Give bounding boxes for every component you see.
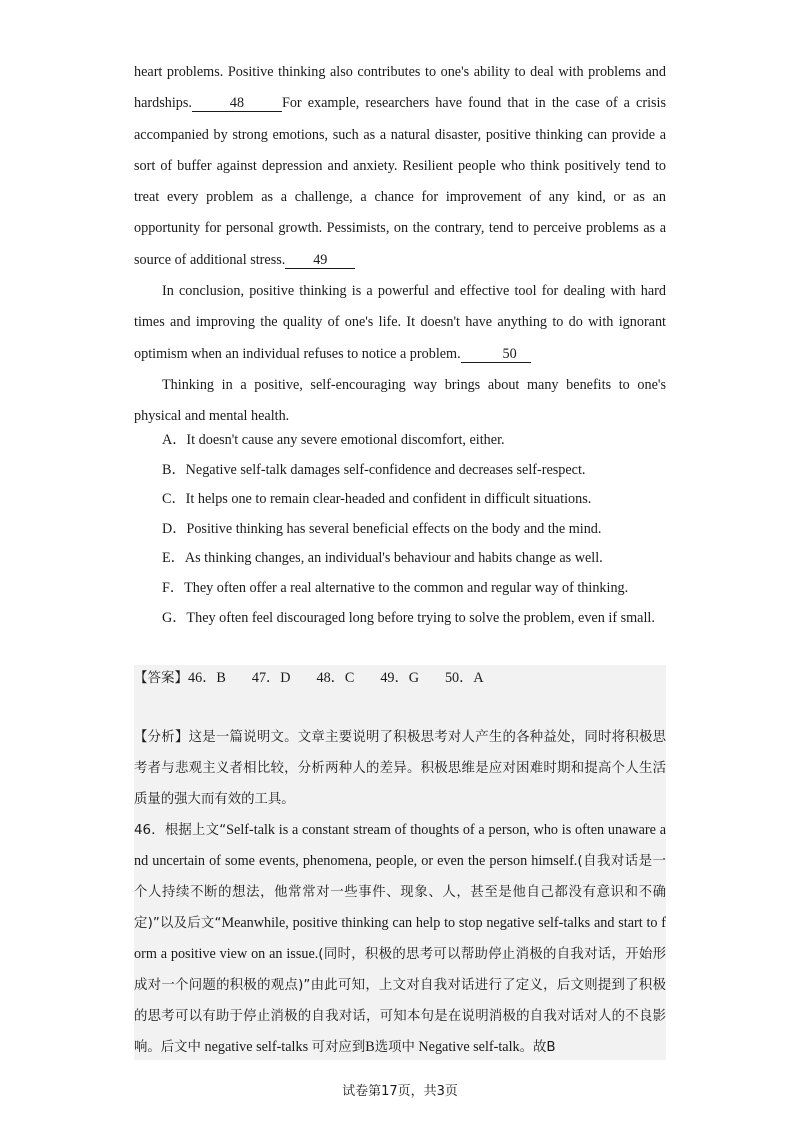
blank-49: 49 <box>285 252 355 269</box>
option-b: B．Negative self-talk damages self-confidence and decreases self-respect. <box>162 461 586 478</box>
option-e: E．As thinking changes, an individual's behaviour and habits change as well. <box>162 550 603 567</box>
answer-48: 48．C <box>316 670 355 686</box>
option-d: D．Positive thinking has several beneficial effects on the body and the mind. <box>162 520 602 537</box>
reading-passage <box>134 57 666 433</box>
option-f: F．They often offer a real alternative to the common and regular way of thinking. <box>162 579 629 596</box>
blank-48: 48 <box>192 95 282 112</box>
passage-paragraph-3: Thinking in a positive, self-encouraging way brings about many benefits to one's physical and mental health. <box>134 376 666 425</box>
option-list <box>162 426 682 633</box>
answer-47: 47．D <box>251 670 291 686</box>
option-g: G．They often feel discouraged long before trying to solve the problem, even if small. <box>162 609 655 626</box>
analysis-summary: 【分析】这是一篇说明文。文章主要说明了积极思考对人产生的各种益处，同时将积极思考者与悲观主义者相比较，分析两种人的差异。积极思维是应对困难时期和提高个人生活质量的强大而有效的工具。 <box>134 730 667 807</box>
answer-label: 【答案】 <box>134 670 188 686</box>
passage-paragraph-1: heart problems. Positive thinking also contributes to one's ability to deal with problems and hardships. 48 For example, researchers have found that in the case of a crisis accompanied by strong emotions, such as a natural disaster, positive thinking can provide a sort of buffer against depression and anxiety. Resilient people who think positively tend to treat every problem as a challenge, a chance for improvement of any kind, or as an opportunity for personal growth. Pessimists, on the contrary, tend to perceive problems as a source of additional stress. 49 <box>134 64 666 268</box>
analysis-label: 【分析】 <box>134 730 189 745</box>
answer-49: 49．G <box>380 670 419 686</box>
answer-46: 46．B <box>188 670 226 686</box>
page-footer: 试卷第17页，共3页 <box>342 1084 458 1099</box>
passage-paragraph-2: In conclusion, positive thinking is a powerful and effective tool for dealing with hard times and improving the quality of one's life. It doesn't have anything to do with ignorant optimism when an individual refuses to notice a problem. 50 <box>134 283 666 362</box>
option-a: A．It doesn't cause any severe emotional discomfort, either. <box>162 432 505 448</box>
analysis-question-46: 46．根据上文“Self-talk is a constant stream of thoughts of a person, who is often unaware and uncertain of some events, phenomena, people, or even the person himself.(自我对话是一个人持续不断的想法，他常常对一些事件、现象、人，甚至是他自己都没有意识和不确定)”以及后文“Meanwhile, positive thinking can help to stop negative self-talks and start to form a positive view on an issue.(同时，积极的思考可以帮助停止消极的自我对话，开始形成对一个问题的积极的观点)”由此可知，上文对自我对话进行了定义，后文则提到了积极的思考可以有助于停止消极的自我对话，可知本句是在说明消极的自我对话对人的不良影响。后文中 negative self-talks 可对应到B选项中 Negative self-talk。故B <box>134 822 666 1055</box>
answer-50: 50．A <box>444 670 484 686</box>
answer-key <box>134 663 510 693</box>
blank-50: 50 <box>461 346 531 363</box>
analysis-section <box>134 722 666 1063</box>
option-c: C．It helps one to remain clear-headed and confident in difficult situations. <box>162 491 592 508</box>
